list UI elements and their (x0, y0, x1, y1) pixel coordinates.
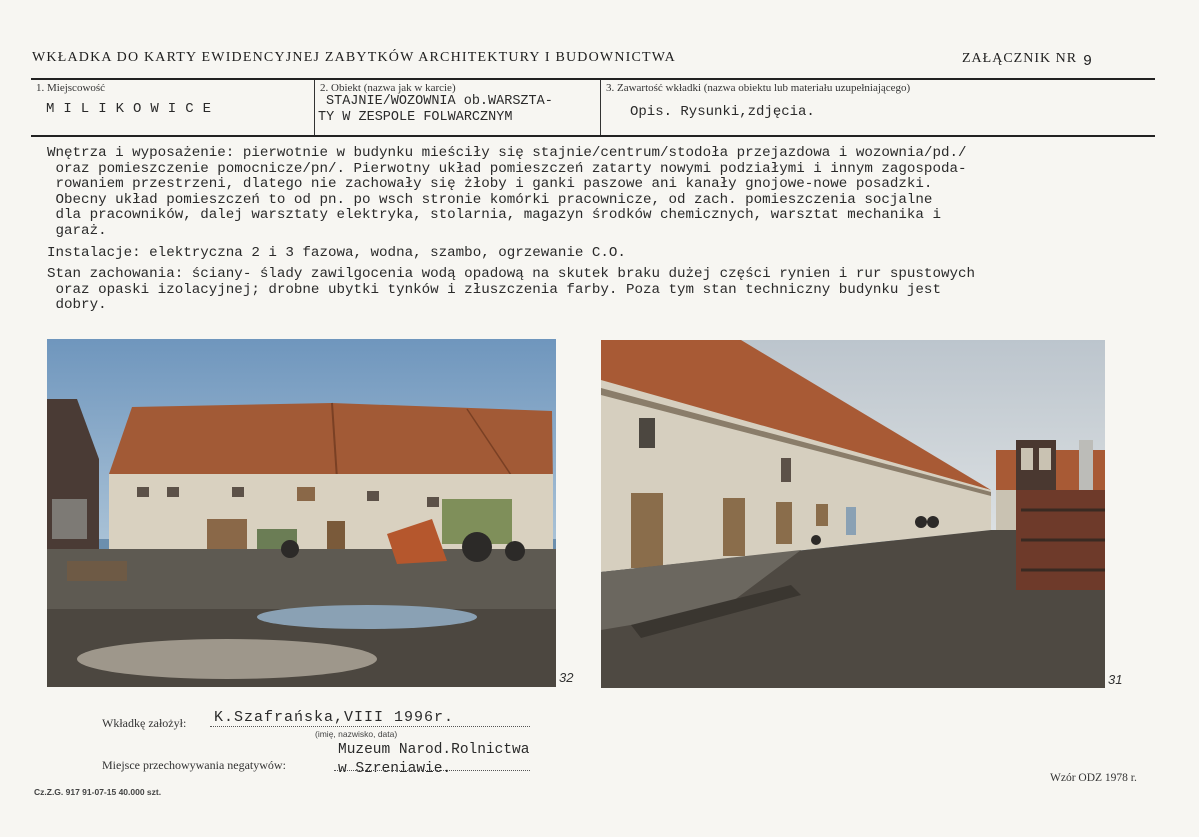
photo-2-image (601, 340, 1105, 688)
field-divider-2 (600, 80, 601, 135)
photo-1-number: 32 (559, 670, 574, 685)
installations-paragraph: Instalacje: elektryczna 2 i 3 fazowa, wodna, szambo, ogrzewanie C.O. (47, 244, 626, 261)
annex-number: 9 (1083, 53, 1094, 70)
photo-farm-building-courtyard (47, 339, 556, 687)
created-by-value: K.Szafrańska,VIII 1996r. (214, 709, 455, 726)
photo-1-image (47, 339, 556, 687)
negatives-storage-label: Miejsce przechowywania negatywów: (102, 758, 286, 772)
header-rule-top (31, 78, 1155, 80)
created-by-label: Wkładkę założył: (102, 716, 187, 730)
interior-paragraph: Wnętrza i wyposażenie: pierwotnie w budynku mieściły się stajnie/centrum/stodoła przejazdowa i wozownia/pd./ oraz pomieszczenie pomocnicze/pn/. Pierwotny układ pomieszczeń zatarty nowymi podziałymi i innym zagospoda- rowaniem przestrzeni, dlatego nie zachowały się żłoby i ganki paszowe ani kanały gnojowe-nowe posadzki. Obecny układ pomieszczeń to od pn. po wsch stronie komórki pracownicze, od zach. pomieszczenia socjalne dla pracowników, dalej warsztaty elektryka, stolarnia, magazyn środków chemicznych, warsztat mechanika i garaż. (47, 145, 967, 239)
object-value-line2: TY W ZESPOLE FOLWARCZNYM (318, 110, 513, 125)
locality-label: 1. Miejscowość (36, 82, 106, 94)
form-model: Wzór ODZ 1978 r. (1050, 772, 1137, 784)
created-by-hint: (imię, nazwisko, data) (315, 729, 398, 739)
contents-value: Opis. Rysunki,zdjęcia. (630, 104, 815, 120)
condition-paragraph: Stan zachowania: ściany- ślady zawilgocenia wodą opadową na skutek braku dużej części rynien i rur spustowych oraz opaski izolacyjnej; drobne ubytki tynków i złuszczenia farby. Poza tym stan techniczny budynku jest dobry. (47, 266, 976, 314)
negatives-storage-value-line1: Muzeum Narod.Rolnictwa (338, 742, 530, 758)
form-title: WKŁADKA DO KARTY EWIDENCYJNEJ ZABYTKÓW ARCHITEKTURY I BUDOWNICTWA (32, 50, 676, 65)
header-rule-bottom (31, 135, 1155, 137)
negatives-storage-value-line2: w Szreniawie. (338, 761, 452, 777)
locality-value: MILIKOWICE (46, 101, 221, 117)
annex-label-text: ZAŁĄCZNIK NR (962, 51, 1078, 66)
object-value-line1: STAJNIE/WOZOWNIA ob.WARSZTA- (326, 94, 553, 109)
description-block (47, 146, 1157, 320)
annex-label (962, 50, 1094, 70)
contents-label: 3. Zawartość wkładki (nazwa obiektu lub materiału uzupełniającego) (606, 82, 911, 94)
object-label: 2. Obiekt (nazwa jak w karcie) (320, 82, 456, 94)
negatives-storage-dotline (334, 770, 530, 771)
created-by-dotline (210, 726, 530, 727)
print-info: Cz.Z.G. 917 91-07-15 40.000 szt. (34, 787, 162, 797)
photo-farm-building-facade (601, 340, 1105, 688)
field-divider-1 (314, 80, 315, 135)
photo-2-number: 31 (1108, 672, 1123, 687)
